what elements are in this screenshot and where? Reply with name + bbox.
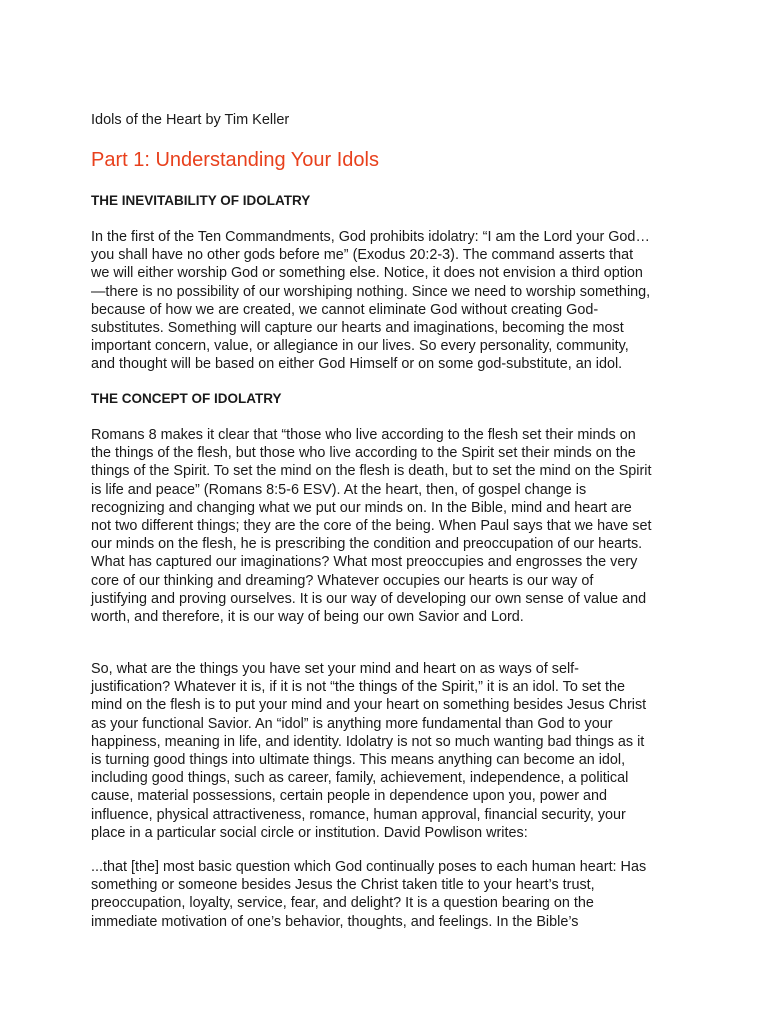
- section-heading-inevitability: THE INEVITABILITY OF IDOLATRY: [91, 193, 311, 208]
- paragraph-line: you shall have no other gods before me” (Exodus 20:2-3). The command asserts that: [91, 247, 634, 264]
- paragraph-line: things of the Spirit. To set the mind on the flesh is death, but to set the mind on the Spirit: [91, 463, 652, 480]
- paragraph-self-justification: [91, 660, 691, 842]
- paragraph-concept: [91, 426, 691, 626]
- paragraph-inevitability: [91, 228, 691, 374]
- quote-line: immediate motivation of one’s behavior, thoughts, and feelings. In the Bible’s: [91, 913, 579, 930]
- part-heading: Part 1: Understanding Your Idols: [91, 149, 379, 171]
- quote-line: something or someone besides Jesus the Christ taken title to your heart’s trust,: [91, 877, 595, 894]
- paragraph-line: recognizing and changing what we put our minds on. In the Bible, mind and heart are: [91, 499, 632, 516]
- paragraph-line: and thought will be based on either God Himself or on some god-substitute, an idol.: [91, 356, 623, 373]
- paragraph-line: substitutes. Something will capture our hearts and imaginations, becoming the most: [91, 320, 624, 337]
- paragraph-line: influence, physical attractiveness, romance, human approval, financial security, your: [91, 806, 626, 823]
- paragraph-line: In the first of the Ten Commandments, God prohibits idolatry: “I am the Lord your God…: [91, 229, 650, 245]
- paragraph-line: —there is no possibility of our worshiping nothing. Since we need to worship something,: [91, 283, 651, 300]
- paragraph-line: including good things, such as career, family, achievement, independence, a political: [91, 770, 629, 787]
- paragraph-line: place in a particular social circle or institution. David Powlison writes:: [91, 824, 528, 841]
- paragraph-line: cause, material possessions, certain people in dependence upon you, power and: [91, 788, 608, 805]
- paragraph-line: we will either worship God or something else. Notice, it does not envision a third option: [91, 265, 643, 282]
- paragraph-line: So, what are the things you have set your mind and heart on as ways of self-: [91, 661, 579, 677]
- paragraph-line: our minds on the flesh, he is prescribing the condition and preoccupation of our hearts.: [91, 536, 643, 553]
- quote-powlison: [91, 858, 691, 931]
- paragraph-line: because of how we are created, we cannot eliminate God without creating God-: [91, 301, 599, 318]
- paragraph-line: What has captured our imaginations? What most preoccupies and engrosses the very: [91, 554, 638, 571]
- paragraph-line: not two different things; they are the core of the being. When Paul says that we have set: [91, 518, 652, 535]
- paragraph-line: important concern, value, or allegiance in our lives. So every personality, community,: [91, 338, 629, 355]
- document-title: Idols of the Heart by Tim Keller: [91, 112, 290, 128]
- quote-line: preoccupation, loyalty, service, fear, and delight? It is a question bearing on the: [91, 895, 594, 912]
- quote-line: ...that [the] most basic question which God continually poses to each human heart: Has: [91, 859, 647, 875]
- paragraph-line: happiness, meaning in life, and identity. Idolatry is not so much wanting bad things as it: [91, 733, 645, 750]
- paragraph-line: mind on the flesh is to put your mind and your heart on something besides Jesus Christ: [91, 697, 647, 714]
- paragraph-line: justifying and proving ourselves. It is our way of developing our own sense of value and: [91, 590, 647, 607]
- paragraph-line: justification? Whatever it is, if it is not “the things of the Spirit,” it is an idol. To set the: [91, 679, 626, 696]
- paragraph-line: the things of the flesh, but those who live according to the Spirit set their minds on the: [91, 445, 636, 462]
- paragraph-line: Romans 8 makes it clear that “those who live according to the flesh set their minds on: [91, 427, 636, 443]
- paragraph-line: worth, and therefore, it is our way of being our own Savior and Lord.: [91, 609, 524, 626]
- section-heading-concept: THE CONCEPT OF IDOLATRY: [91, 391, 282, 406]
- paragraph-line: as your functional Savior. An “idol” is anything more fundamental than God to your: [91, 715, 613, 732]
- paragraph-line: is turning good things into ultimate things. This means anything can become an idol,: [91, 752, 626, 769]
- paragraph-line: core of our thinking and dreaming? Whatever occupies our hearts is our way of: [91, 572, 594, 589]
- paragraph-line: is life and peace” (Romans 8:5-6 ESV). At the heart, then, of gospel change is: [91, 481, 587, 498]
